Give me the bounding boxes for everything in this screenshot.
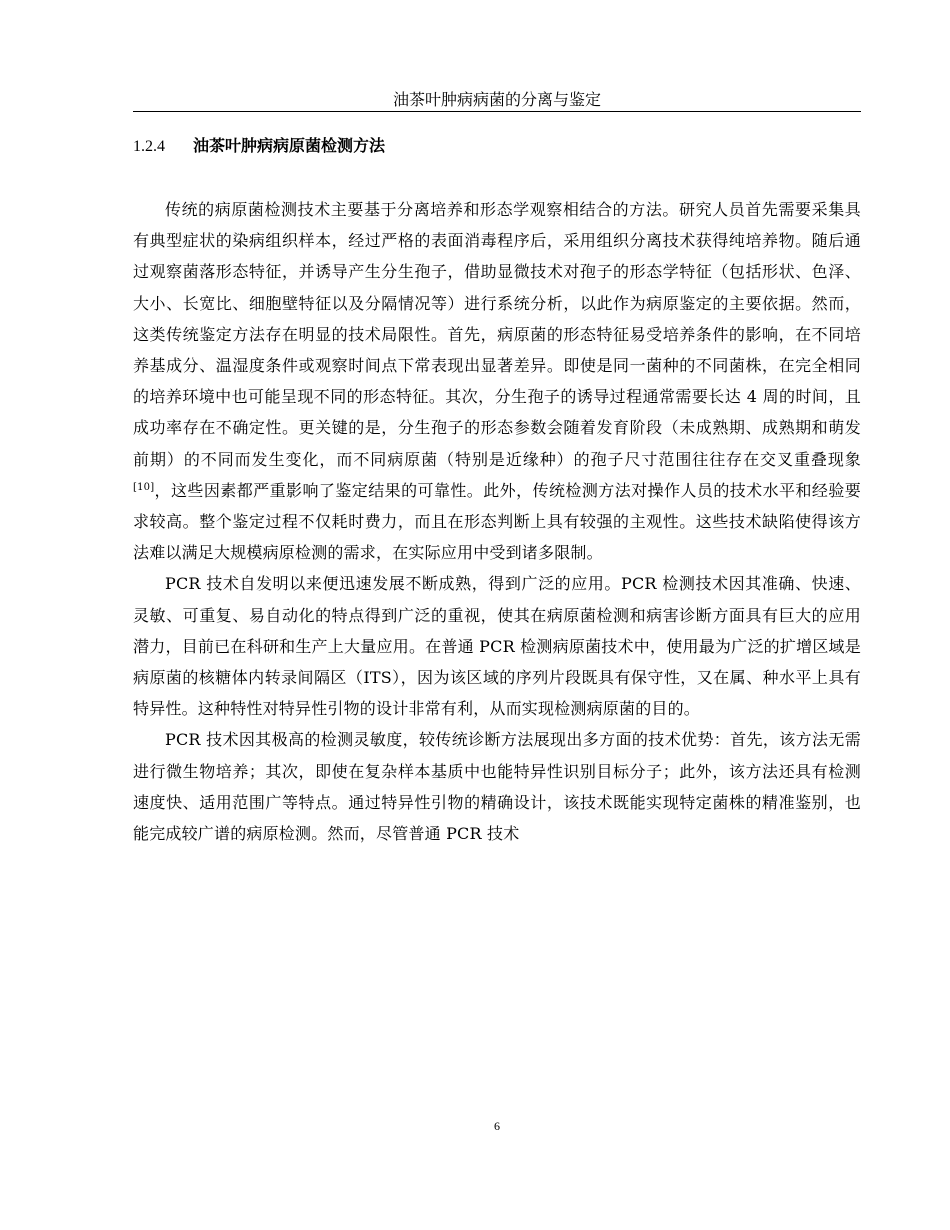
section-heading <box>133 134 385 159</box>
paragraph: PCR 技术因其极高的检测灵敏度，较传统诊断方法展现出多方面的技术优势：首先，该方法无需进行微生物培养；其次，即使在复杂样本基质中也能特异性识别目标分子；此外，该方法还具有检测速度快、适用范围广等特点。通过特异性引物的精确设计，该技术既能实现特定菌株的精准鉴别，也能完成较广谱的病原检测。然而，尽管普通 PCR 技术 <box>133 730 861 844</box>
paragraph-text: ，这些因素都严重影响了鉴定结果的可靠性。此外，传统检测方法对操作人员的技术水平和经验要求较高。整个鉴定过程不仅耗时费力，而且在形态判断上具有较强的主观性。这些技术缺陷使得该方法难以满足大规模病原检测的需求，在实际应用中受到诸多限制。 <box>133 480 861 563</box>
paragraph: PCR 技术自发明以来便迅速发展不断成熟，得到广泛的应用。PCR 检测技术因其准确、快速、灵敏、可重复、易自动化的特点得到广泛的重视，使其在病原菌检测和病害诊断方面具有巨大的应用潜力，目前已在科研和生产上大量应用。在普通 PCR 检测病原菌技术中，使用最为广泛的扩增区域是病原菌的核糖体内转录间隔区（ITS），因为该区域的序列片段既具有保守性，又在属、种水平上具有特异性。这种特性对特异性引物的设计非常有利，从而实现检测病原菌的目的。 <box>133 574 861 719</box>
section-title: 油茶叶肿病病原菌检测方法 <box>193 136 386 155</box>
citation: [10] <box>133 481 155 493</box>
page-number: 6 <box>494 1119 500 1133</box>
paragraph-text: 传统的病原菌检测技术主要基于分离培养和形态学观察相结合的方法。研究人员首先需要采集具有典型症状的染病组织样本，经过严格的表面消毒程序后，采用组织分离技术获得纯培养物。随后通过观察菌落形态特征，并诱导产生分生孢子，借助显微技术对孢子的形态学特征（包括形状、色泽、大小、长宽比、细胞壁特征以及分隔情况等）进行系统分析，以此作为病原鉴定的主要依据。然而，这类传统鉴定方法存在明显的技术局限性。首先，病原菌的形态特征易受培养条件的影响，在不同培养基成分、温湿度条件或观察时间点下常表现出显著差异。即使是同一菌种的不同菌株，在完全相同的培养环境中也可能呈现不同的形态特征。其次，分生孢子的诱导过程通常需要长达 4 周的时间，且成功率存在不确定性。更关键的是，分生孢子的形态参数会随着发育阶段（未成熟期、成熟期和萌发前期）的不同而发生变化，而不同病原菌（特别是近缘种）的孢子尺寸范围往往存在交叉重叠现象 <box>133 200 861 469</box>
body-text <box>133 194 861 849</box>
section-number: 1.2.4 <box>133 138 165 155</box>
running-header: 油茶叶肿病病菌的分离与鉴定 <box>392 90 601 109</box>
paragraph <box>133 194 861 568</box>
header-rule <box>133 111 861 112</box>
